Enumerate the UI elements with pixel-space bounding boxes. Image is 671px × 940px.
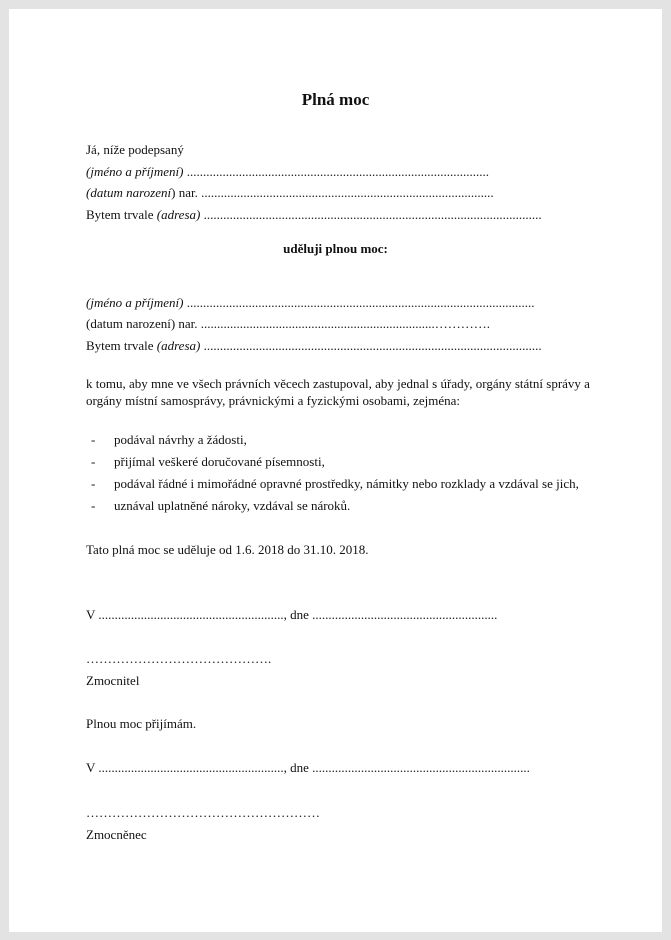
- grantor-birth-dots: ) nar. ..........................................................................................: [171, 185, 494, 200]
- attorney-name-label: (jméno a příjmení): [86, 295, 184, 310]
- bullet-dash: -: [91, 498, 96, 513]
- list-item-text: uznával uplatněné nároky, vzdával se nároků.: [114, 498, 351, 513]
- attorney-address-line: [86, 337, 542, 354]
- list-item-text: přijímal veškeré doručované písemnosti,: [114, 454, 325, 469]
- grantor-name-label: (jméno a příjmení): [86, 164, 184, 179]
- place-date-line-2: V ........................................................., dne ...................................................................: [86, 760, 530, 775]
- validity-text: Tato plná moc se uděluje od 1.6. 2018 do 31.10. 2018.: [86, 542, 369, 557]
- list-item: [91, 475, 579, 492]
- acceptance-text: Plnou moc přijímám.: [86, 716, 197, 731]
- bullet-dash: -: [91, 476, 96, 491]
- list-item: [91, 453, 325, 470]
- grantor-birth-line: [86, 184, 494, 201]
- document-page: [9, 9, 662, 932]
- signature-line-2: ………………………………………………: [86, 805, 320, 820]
- attorney-name-line: [86, 294, 534, 311]
- grantor-name-dots: .............................................................................................: [183, 164, 489, 179]
- attorney-address-prefix: Bytem trvale: [86, 338, 157, 353]
- document-title: Plná moc: [301, 90, 370, 109]
- signature-line-1: …………………………………….: [86, 651, 272, 666]
- grantor-name-line: [86, 163, 489, 180]
- purpose-paragraph: k tomu, aby mne ve všech právních věcech zastupoval, aby jednal s úřady, orgány státní správy a orgány místní samosprávy, právnickými a fyzickými osobami, zejména:: [86, 376, 590, 408]
- attorney-name-dots: ...........................................................................................................: [183, 295, 535, 310]
- list-item-text: podával řádné i mimořádné opravné prostředky, námitky nebo rozklady a vzdával se jich,: [114, 476, 579, 491]
- grantor-address-prefix: Bytem trvale: [86, 207, 157, 222]
- grantor-address-dots: ........................................................................................................: [200, 207, 542, 222]
- list-item-text: podával návrhy a žádosti,: [114, 432, 247, 447]
- list-item: [91, 497, 350, 514]
- place-date-line-1: V ........................................................., dne .........................................................: [86, 607, 498, 622]
- grantor-birth-label: (datum narození: [86, 185, 172, 200]
- bullet-dash: -: [91, 432, 96, 447]
- grantor-address-line: [86, 206, 542, 223]
- bullet-dash: -: [91, 454, 96, 469]
- attorney-birth-line: (datum narození) nar. ........................................................................………….: [86, 316, 491, 331]
- attorney-address-dots: ........................................................................................................: [200, 338, 542, 353]
- grantor-intro: Já, níže podepsaný: [86, 142, 184, 157]
- signature-label-2: Zmocněnec: [86, 827, 147, 842]
- grant-heading: uděluji plnou moc:: [283, 241, 388, 256]
- list-item: [91, 431, 247, 448]
- signature-label-1: Zmocnitel: [86, 673, 140, 688]
- grantor-address-label: (adresa): [156, 207, 201, 222]
- attorney-address-label: (adresa): [156, 338, 201, 353]
